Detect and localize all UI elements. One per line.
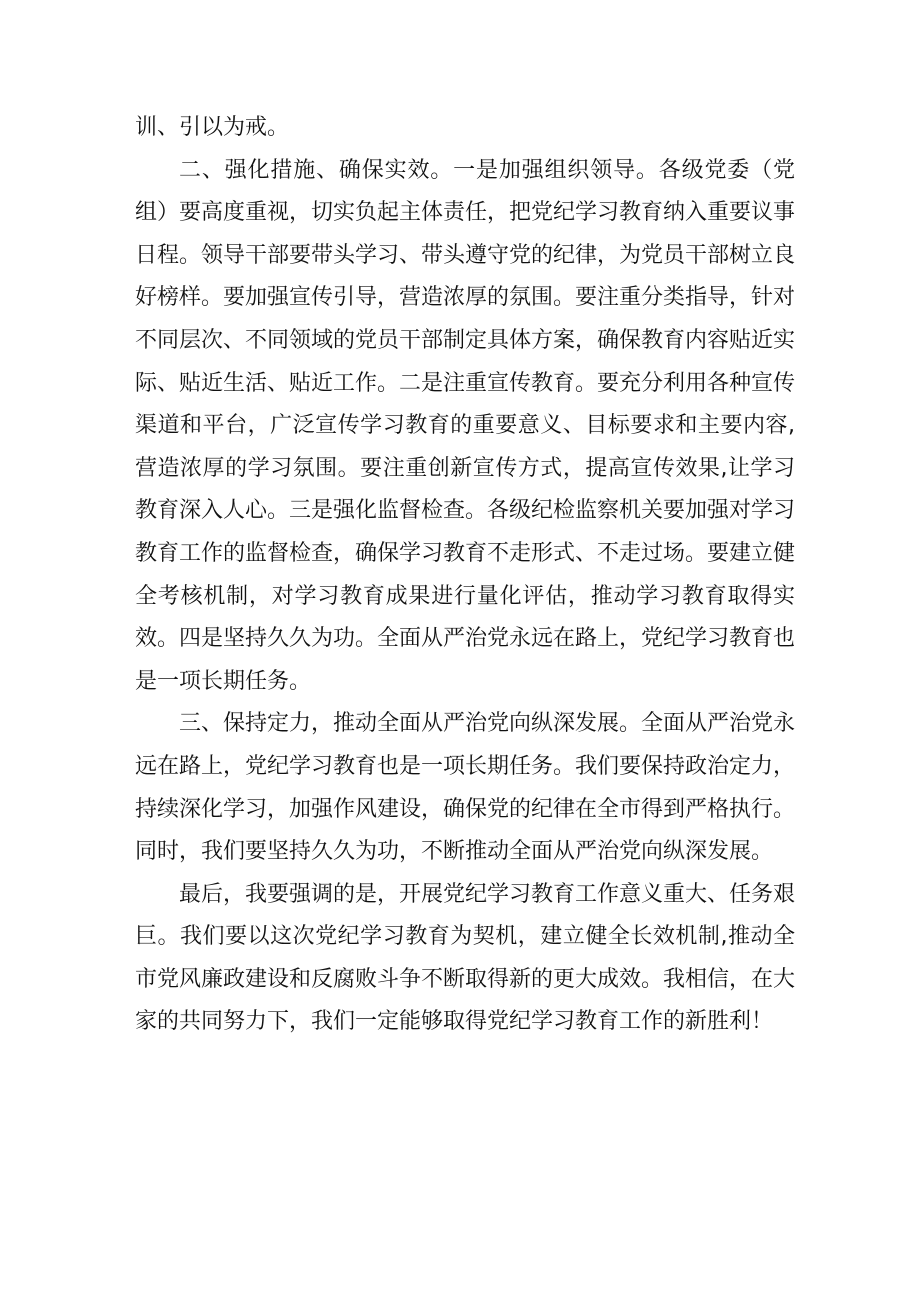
paragraph-continuation: 训、引以为戒。 [135, 115, 290, 140]
paragraph-section-two: 二、强化措施、确保实效。一是加强组织领导。各级党委（党组）要高度重视，切实负起主体责任，把党纪学习教育纳入重要议事日程。领导干部要带头学习、带头遵守党的纪律，为党员干部树立良好榜样。要加强宣传引导，营造浓厚的氛围。要注重分类指导，针对不同层次、不同领域的党员干部制定具体方案，确保教育内容贴近实际、贴近生活、贴近工作。二是注重宣传教育。要充分利用各种宣传渠道和平台，广泛宣传学习教育的重要意义、目标要求和主要内容,营造浓厚的学习氛围。要注重创新宣传方式，提高宣传效果,让学习教育深入人心。三是强化监督检查。各级纪检监察机关要加强对学习教育工作的监督检查，确保学习教育不走形式、不走过场。要建立健全考核机制，对学习教育成果进行量化评估，推动学习教育取得实效。四是坚持久久为功。全面从严治党永远在路上，党纪学习教育也是一项长期任务。 [135, 157, 796, 694]
paragraph-section-three: 三、保持定力，推动全面从严治党向纵深发展。全面从严治党永远在路上，党纪学习教育也是一项长期任务。我们要保持政治定力，持续深化学习，加强作风建设，确保党的纪律在全市得到严格执行。同时，我们要坚持久久为功，不断推动全面从严治党向纵深发展。 [135, 711, 796, 865]
paragraph-conclusion: 最后，我要强调的是，开展党纪学习教育工作意义重大、任务艰巨。我们要以这次党纪学习教育为契机，建立健全长效机制,推动全市党风廉政建设和反腐败斗争不断取得新的更大成效。我相信，在大家的共同努力下，我们一定能够取得党纪学习教育工作的新胜利！ [135, 881, 796, 1035]
document-body [135, 107, 795, 1044]
